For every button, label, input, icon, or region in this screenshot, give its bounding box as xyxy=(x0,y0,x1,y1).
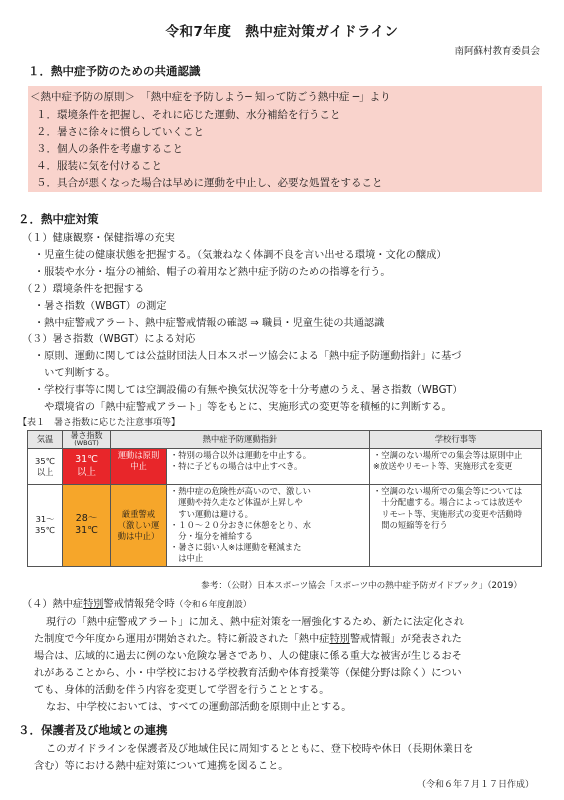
row2-events-line: 間の短縮等を行う xyxy=(373,519,448,530)
sub4-heading-post: 警戒情報発令時 xyxy=(103,599,175,610)
principle-item: １．環境条件を把握し、それに応じた運動、水分補給を行うこと xyxy=(36,109,341,121)
sub4-body-line xyxy=(34,630,462,645)
principle-item: ３．個人の条件を考慮すること xyxy=(36,143,183,155)
organization: 南阿蘇村教育委員会 xyxy=(454,46,540,57)
row1-wbgt-a: 31℃ xyxy=(75,453,98,465)
row2-guide-line: 分・塩分を補給する xyxy=(170,530,253,541)
row2-guide xyxy=(167,485,370,566)
sub2-bullet: ・暑さ指数（WBGT）の測定 xyxy=(34,301,167,312)
sub3-text: ・原則、運動に関しては公益財団法人日本スポーツ協会による「熱中症予防運動指針」に基づ xyxy=(34,351,462,362)
row2-temp xyxy=(28,485,63,566)
row1-wbgt-b: 以上 xyxy=(76,466,96,478)
sub4-body-underlined: 特別 xyxy=(329,634,350,645)
table-caption: 【表１ 暑さ指数に応じた注意事項等】 xyxy=(18,418,181,428)
row2-temp-b: 35℃ xyxy=(35,525,55,536)
footer-date: （令和６年７月１７日作成） xyxy=(416,780,534,790)
sub4-body-line: れがあることから、小・中学校における学校教育活動や体育授業等（保健分野は除く）につい xyxy=(34,668,462,679)
row1-events xyxy=(370,449,542,485)
section3-line: このガイドラインを保護者及び地域住民に周知するとともに、登下校時や休日（長期休業日を xyxy=(46,744,474,755)
header-events: 学校行事等 xyxy=(370,431,542,449)
row2-guide-line: すい運動は避ける。 xyxy=(170,508,253,519)
table-row xyxy=(28,449,542,485)
sub3-text: ・学校行事等に関しては空調設備の有無や換気状況等を十分考慮のうえ、暑さ指数（WBGT） xyxy=(34,385,463,396)
row2-events-line: 十分配慮する。場合によっては放送や xyxy=(373,497,523,508)
row1-events-line: ・空調のない場所での集会等は原則中止 xyxy=(373,450,523,461)
wbgt-table xyxy=(27,430,542,567)
row2-level-line: 動は中止） xyxy=(117,530,160,541)
header-temp: 気温 xyxy=(28,431,63,449)
row1-guide-line: ・特別の場合以外は運動を中止する。 xyxy=(170,450,312,461)
row1-temp-b: 以上 xyxy=(36,466,54,477)
row1-guide-line: ・特に子どもの場合は中止すべき。 xyxy=(170,461,303,472)
row1-level xyxy=(111,449,167,485)
section2-heading: ２．熱中症対策 xyxy=(18,212,99,226)
sub1-heading: （１）健康観察・保健指導の充実 xyxy=(22,233,175,244)
row2-temp-a: 31～ xyxy=(35,514,55,525)
row2-guide-line: ・１０～２０分おきに休憩をとり、水 xyxy=(170,519,312,530)
section3-line: 含む）等における熱中症対策について連携を図ること。 xyxy=(34,761,289,772)
header-wbgt-unit: (WBGT) xyxy=(74,439,99,448)
sub4-body-part: た制度で今年度から運用が開始された。特に新設された「熱中症 xyxy=(34,634,330,645)
header-guideline: 熱中症予防運動指針 xyxy=(111,431,370,449)
row2-guide-line: ・熱中症の危険性が高いので、激しい xyxy=(170,486,311,497)
sub4-body-line: 現行の「熱中症警戒アラート」に加え、熱中症対策を一層強化するため、新たに法定化され xyxy=(46,617,464,628)
principle-item: ２．暑さに徐々に慣らしていくこと xyxy=(36,126,204,138)
sub4-body-part: 警戒情報」が発表された xyxy=(349,634,462,645)
sub2-heading: （２）環境条件を把握する xyxy=(22,284,145,295)
section1-heading: １．熱中症予防のための共通認識 xyxy=(28,64,201,78)
principles-box xyxy=(28,86,542,192)
row2-guide-line: 運動や持久走など体温が上昇しや xyxy=(170,497,303,508)
row1-level-a: 運動は原則 xyxy=(117,450,160,461)
row1-temp-a: 35℃ xyxy=(35,455,55,466)
section3-heading: ３．保護者及び地域との連携 xyxy=(18,723,168,737)
principle-item: ４．服装に気を付けること xyxy=(36,160,162,172)
table-header-row xyxy=(28,431,542,449)
row2-events xyxy=(370,485,542,566)
row2-wbgt-a: 28～ xyxy=(75,512,98,524)
sub4-body-line: なお、中学校においては、すべての運動部活動を原則中止とする。 xyxy=(46,702,352,713)
principle-item: ５．具合が悪くなった場合は早めに運動を中止し、必要な処置をすること xyxy=(36,177,383,189)
sub3-text: いて判断する。 xyxy=(34,368,116,379)
row1-wbgt xyxy=(63,449,111,485)
header-wbgt xyxy=(63,431,111,449)
row1-events-line: ※放送やリモート等、実施形式を変更 xyxy=(373,461,513,472)
sub4-body-line: 場合は、広域的に過去に例のない危険な暑さであり、人の健康に係る重大な被害が生じるおそ xyxy=(34,651,462,662)
sub3-heading: （３）暑さ指数（WBGT）による対応 xyxy=(22,334,196,345)
row2-guide-line: ・暑さに弱い人※は運動を軽減また xyxy=(170,542,302,553)
row1-temp xyxy=(28,449,63,485)
table-row xyxy=(28,485,542,566)
row2-level-line: 厳重警戒 xyxy=(121,508,156,519)
sub1-bullet: ・服装や水分・塩分の補給、帽子の着用など熱中症予防のための指導を行う。 xyxy=(34,267,391,278)
row2-events-line: リモート等、実施形式の変更や活動時 xyxy=(373,508,523,519)
row2-events-line: ・空調のない場所での集会等については xyxy=(373,486,523,497)
table-reference: 参考：（公財）日本スポーツ協会「スポーツ中の熱中症予防ガイドブック」（2019） xyxy=(201,581,522,591)
sub1-bullet: ・児童生徒の健康状態を把握する。（気兼ねなく体調不良を言い出せる環境・文化の醸成） xyxy=(34,250,447,261)
row2-level-line: （激しい運 xyxy=(117,519,160,530)
principle-title: ＜熱中症予防の原則＞ 「熱中症を予防しよう─ 知って防ごう熱中症 ─」より xyxy=(30,91,391,103)
row2-wbgt xyxy=(63,485,111,566)
row2-wbgt-b: 31℃ xyxy=(75,525,98,537)
page-title: 令和7年度 熱中症対策ガイドライン xyxy=(165,24,399,40)
sub4-heading-underlined: 特別 xyxy=(83,599,104,610)
sub4-heading-note: （令和６年度創設） xyxy=(174,600,252,610)
sub4-heading xyxy=(22,595,251,610)
sub4-body-line: ても、身体的活動を伴う内容を変更して学習を行うこととする。 xyxy=(34,685,330,696)
row1-level-b: 中止 xyxy=(130,461,147,472)
row2-level xyxy=(111,485,167,566)
sub4-heading-pre: （４）熱中症 xyxy=(22,599,84,610)
sub3-text: や環境省の「熱中症警戒アラート」等をもとに、実施形式の変更等を積極的に判断する。 xyxy=(34,402,452,413)
sub2-bullet: ・熱中症警戒アラート、熱中症警戒情報の確認 ⇒ 職員・児童生徒の共通認識 xyxy=(34,318,385,329)
header-wbgt-label: 暑さ指数 xyxy=(70,431,103,440)
row1-guide xyxy=(167,449,370,485)
row2-guide-line: は中止 xyxy=(170,553,204,564)
